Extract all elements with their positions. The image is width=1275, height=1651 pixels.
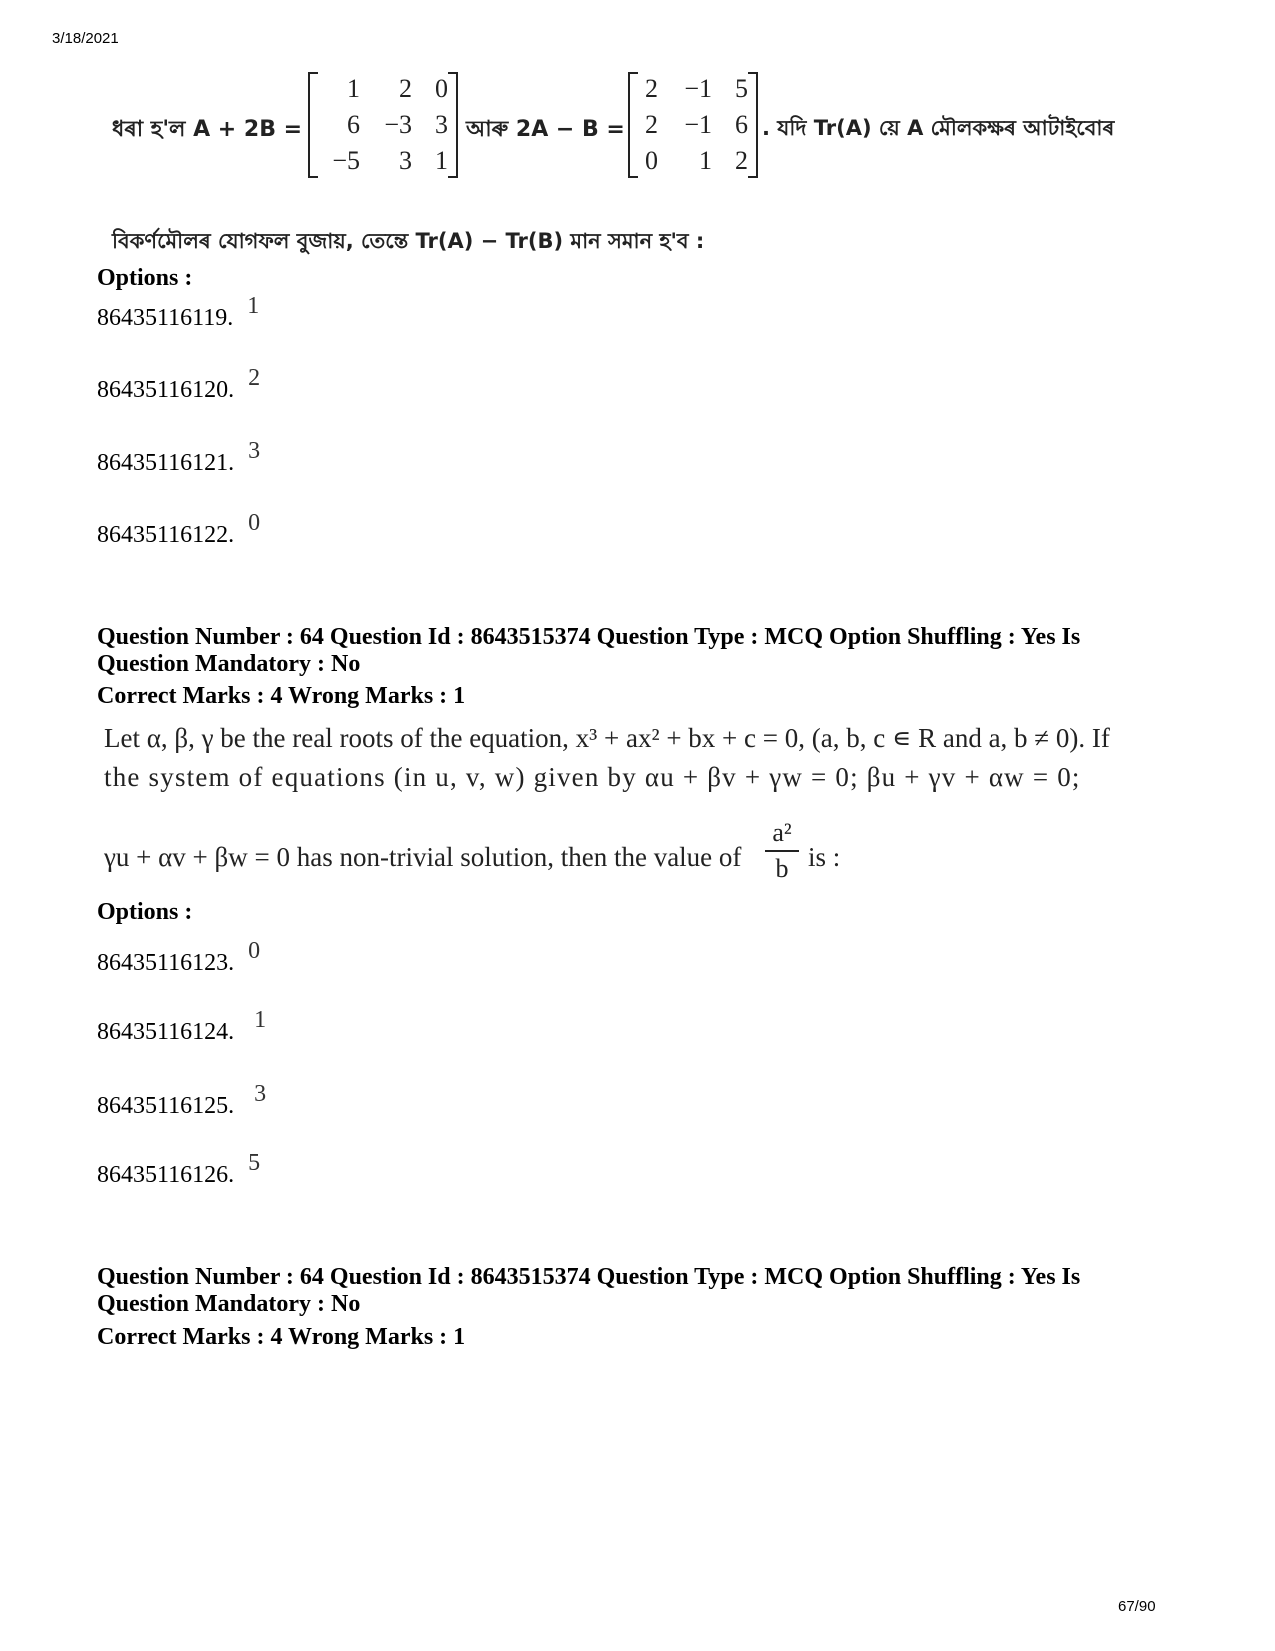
option-id: 86435116123. — [97, 950, 235, 976]
matrix-cell: 0 — [645, 146, 658, 175]
q65-marks: Correct Marks : 4 Wrong Marks : 1 — [97, 1324, 466, 1350]
q65-meta — [97, 1264, 1080, 1318]
matrix-cell: 1 — [435, 146, 448, 175]
option-value: 1 — [247, 293, 260, 319]
matrix-cell: 1 — [699, 146, 712, 175]
q64-meta — [97, 624, 1080, 678]
option-value: 3 — [254, 1081, 267, 1107]
option-value: 1 — [254, 1007, 267, 1033]
matrix-cell: −3 — [384, 110, 412, 139]
option-id: 86435116122. — [97, 522, 235, 548]
q64-text-line2: the system of equations (in u, v, w) given by αu + βv + γw = 0; βu + γv + αw = 0; — [104, 762, 1081, 792]
option-value: 5 — [248, 1150, 261, 1176]
fraction-denominator: b — [775, 854, 789, 883]
option-row[interactable] — [97, 365, 261, 404]
option-value: 3 — [248, 438, 261, 464]
print-date: 3/18/2021 — [52, 30, 119, 47]
option-row[interactable] — [97, 510, 261, 549]
q64-marks: Correct Marks : 4 Wrong Marks : 1 — [97, 683, 466, 709]
matrix-cell: 2 — [399, 74, 412, 103]
matrix-cell: −5 — [332, 146, 360, 175]
option-row[interactable] — [97, 293, 260, 332]
q64-text-line3: γu + αv + βw = 0 has non-trivial solution, then the value of — [104, 842, 742, 872]
option-value: 0 — [248, 510, 261, 536]
q65-meta-line2: Question Mandatory : No — [97, 1291, 361, 1317]
matrix-cell: −1 — [684, 110, 712, 139]
q63-options-label: Options : — [97, 265, 193, 291]
matrix-cell: 1 — [347, 74, 360, 103]
matrix-cell: 5 — [735, 74, 748, 103]
q64-meta-line2: Question Mandatory : No — [97, 651, 361, 677]
matrix-2a-minus-b — [628, 72, 758, 178]
option-id: 86435116119. — [97, 305, 234, 331]
matrix-cell: 2 — [645, 74, 658, 103]
matrix-a-plus-2b — [308, 72, 458, 178]
option-id: 86435116120. — [97, 377, 235, 403]
page-number: 67/90 — [1118, 1598, 1156, 1615]
q63-line2: বিকৰ্ণমৌলৰ যোগফল বুজায়, তেন্তে Tr(A) − Tr(B) মান সমান হ'ব : — [112, 229, 705, 253]
option-id: 86435116121. — [97, 450, 235, 476]
option-row[interactable] — [97, 938, 261, 977]
option-id: 86435116126. — [97, 1162, 235, 1188]
option-id: 86435116125. — [97, 1093, 235, 1119]
option-id: 86435116124. — [97, 1019, 235, 1045]
fraction-numerator: a² — [772, 818, 792, 847]
matrix-cell: 6 — [735, 110, 748, 139]
q63-mid: আৰু 2A − B = — [466, 117, 625, 142]
q64-text-line1: Let α, β, γ be the real roots of the equation, x³ + ax² + bx + c = 0, (a, b, c ∊ R and a, b ≠ 0). If — [104, 723, 1110, 753]
matrix-cell: 3 — [399, 146, 412, 175]
matrix-cell: 2 — [735, 146, 748, 175]
matrix-cell: 0 — [435, 74, 448, 103]
matrix-cell: 3 — [435, 110, 448, 139]
q64-meta-line1: Question Number : 64 Question Id : 8643515374 Question Type : MCQ Option Shuffling : Yes Is — [97, 624, 1081, 650]
option-value: 0 — [248, 938, 261, 964]
q63-intro: ধৰা হ'ল A + 2B = — [112, 117, 303, 142]
option-value: 2 — [248, 365, 261, 391]
option-row[interactable] — [97, 1081, 267, 1120]
q63-tail: . যদি Tr(A) য়ে A মৌলকক্ষৰ আটাইবোৰ — [762, 116, 1115, 140]
option-row[interactable] — [97, 438, 261, 477]
matrix-cell: 2 — [645, 110, 658, 139]
option-row[interactable] — [97, 1150, 261, 1189]
matrix-cell: −1 — [684, 74, 712, 103]
matrix-cell: 6 — [347, 110, 360, 139]
option-row[interactable] — [97, 1007, 267, 1046]
q64-text-line3-end: is : — [808, 842, 841, 872]
q64-options-label: Options : — [97, 899, 193, 925]
q64-fraction — [762, 818, 802, 884]
q65-meta-line1: Question Number : 64 Question Id : 8643515374 Question Type : MCQ Option Shuffling : Yes Is — [97, 1264, 1081, 1290]
